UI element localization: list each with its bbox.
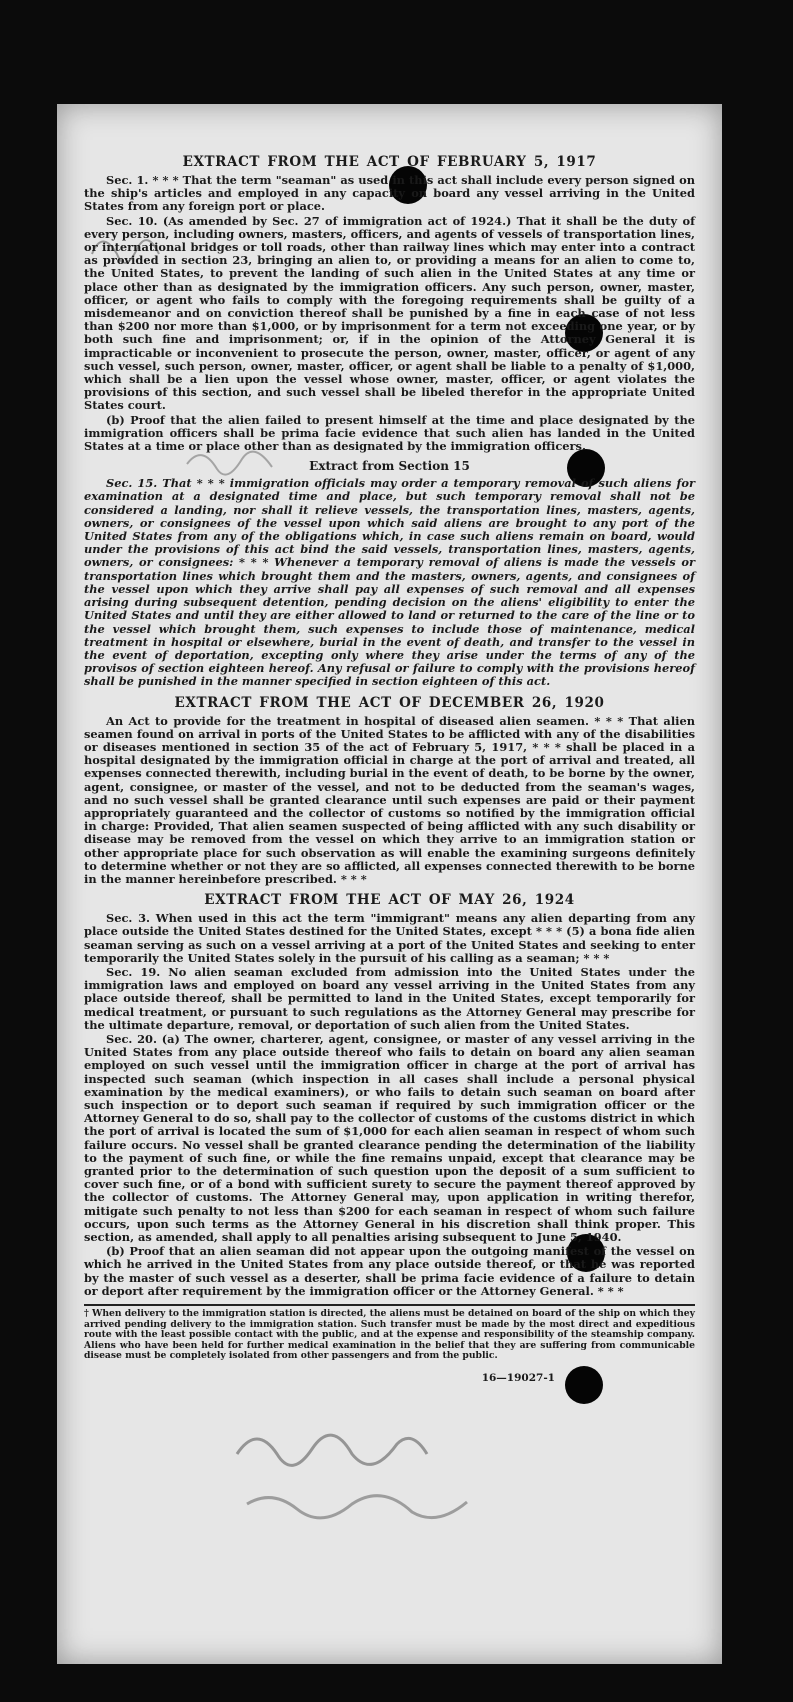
paragraph: Sec. 10. (As amended by Sec. 27 of immigration act of 1924.) That it shall be the duty of every person, including owners, masters, officers, and agents of vessels of transportation lines, or international bridges or toll roads, other than railway lines which may enter into a contract as provided in section 23, bringing an alien to, or providing a means for an alien to come to, the United States, to prevent the landing of such alien in the United States at any time or place other than as designated by the immigration officers. Any such person, owner, master, officer, or agent who fails to comply with the foregoing requirements shall be guilty of a misdemeanor and on conviction thereof shall be punished by a fine in each case of not less than $200 nor more than $1,000, or by imprisonment for a term not exceeding one year, or by both such fine and imprisonment; or, if in the opinion of the Attorney General it is impracticable or inconvenient to prosecute the person, owner, master, officer, or agent of any such vessel, such person, owner, master, officer, or agent shall be liable to a penalty of $1,000, which shall be a lien upon the vessel whose owner, master, officer, or agent violates the provisions of this section, and such vessel shall be libeled therefor in the appropriate United States court.: [84, 213, 695, 413]
paragraph: Sec. 20. (a) The owner, charterer, agent, consignee, or master of any vessel arriving in the United States from any place outside thereof who fails to detain on board any alien seaman employed on such vessel until the immigration officer in charge at the port of arrival has inspected such seaman (which inspection in all cases shall include a personal physical examination by the medical examiners), or who fails to detain such seaman on board after such inspection or to deport such seaman if required by such immigration officer or the Attorney General to do so, shall pay to the collector of customs of the customs district in which the port of arrival is located the sum of $1,000 for each alien seaman in respect of whom such failure occurs. No vessel shall be granted clearance pending the determination of the liability to the payment of such fine, or while the fine remains unpaid, except that clearance may be granted prior to the determination of such question upon the deposit of a sum sufficient to cover such fine, or of a bond with sufficient surety to secure the payment thereof approved by the collector of customs. The Attorney General may, upon application in writing therefor, mitigate such penalty to not less than $200 for each seaman in respect of whom such failure occurs, upon such terms as the Attorney General in his discretion shall think proper. This section, as amended, shall apply to all penalties arising subsequent to June 5, 1940.: [84, 1031, 695, 1245]
section-heading: EXTRACT FROM THE ACT OF FEBRUARY 5, 1917: [182, 154, 597, 170]
footnote: † When delivery to the immigration station is directed, the aliens must be detained on board of the ship on which they arrived pending delivery to the immigration station. Such transfer must be made by the most direct and expeditious route with the least possible contact with the public, and at the expense and responsibility of the steamship company. Aliens who have been held for further medical examination in the belief that they are suffering from communicable disease must be completely isolated from other passengers and from the public.: [84, 1304, 695, 1362]
paragraph: Sec. 19. No alien seaman excluded from admission into the United States under the immigration laws and employed on board any vessel arriving in the United States from any place outside thereof, shall be permitted to land in the United States, except temporarily for medical treatment, or pursuant to such regulations as the Attorney General may prescribe for the ultimate departure, removal, or deportation of such alien from the United States.: [84, 964, 695, 1032]
section-heading: Extract from Section 15: [309, 459, 470, 474]
section-heading: EXTRACT FROM THE ACT OF MAY 26, 1924: [204, 892, 575, 909]
paragraph: Sec. 3. When used in this act the term "immigrant" means any alien departing from any place outside the United States destined for the United States, except * * * (5) a bona fide alien seaman serving as such on a vessel arriving at a port of the United States and seeking to enter temporarily the United States solely in the pursuit of his calling as a seaman; * * *: [84, 911, 695, 965]
paragraph: Sec. 15. That * * * immigration officials may order a temporary removal of such aliens for examination at a designated time and place, but such temporary removal shall not be considered a landing, nor shall it relieve vessels, the transportation lines, masters, agents, owners, or consignees of the vessel upon which said aliens are brought to any port of the United States from any of the obligations which, in case such aliens remain on board, would under the provisions of this act bind the said vessels, transportation lines, masters, agents, owners, or consignees: * * * Whenever a temporary removal of aliens is made the vessels or transportation lines which brought them and the masters, owners, agents, and consignees of the vessel upon which they arrive shall pay all expenses of such removal and all expenses arising during subsequent detention, pending decision on the aliens' eligibility to enter the United States and until they are either allowed to land or returned to the care of the line or to the vessel which brought them, such expenses to include those of maintenance, medical treatment in hospital or elsewhere, burial in the event of death, and transfer to the vessel in the event of deportation, excepting only where they arise under the terms of any of the provisos of section eighteen hereof. Any refusal or failure to comply with the provisions hereof shall be punished in the manner specified in section eighteen of this act.: [84, 476, 695, 689]
section-heading: EXTRACT FROM THE ACT OF DECEMBER 26, 1920: [174, 694, 605, 711]
form-number: 16—19027-1: [481, 1372, 555, 1385]
paragraph: An Act to provide for the treatment in hospital of diseased alien seamen. * * * That alien seamen found on arrival in ports of the United States to be afflicted with any of the disabilities or diseases mentioned in section 35 of the act of February 5, 1917, * * * shall be placed in a hospital designated by the immigration official in charge at the port of arrival and treated, all expenses connected therewith, including burial in the event of death, to be borne by the owner, agent, consignee, or master of the vessel, and not to be deducted from the seaman's wages, and no such vessel shall be granted clearance until such expenses are paid or their payment appropriately guaranteed and the collector of customs so notified by the immigration official in charge: Provided, That alien seamen suspected of being afflicted with any such disability or disease may be removed from the vessel on which they arrive to an immigration station or other appropriate place for such observation as will enable the examining surgeons definitely to determine whether or not they are so afflicted, all expenses connected therewith to be borne in the manner hereinbefore prescribed. * * *: [84, 713, 695, 886]
paragraph: Sec. 1. * * * That the term "seaman" as used in this act shall include every person signed on the ship's articles and employed in any capacity on board any vessel arriving in the United States from any foreign port or place.: [84, 173, 695, 214]
paragraph: (b) Proof that an alien seaman did not appear upon the outgoing manifest of the vessel on which he arrived in the United States from any place outside thereof, or that he was reported by the master of such vessel as a deserter, shall be prima facie evidence of a failure to detain or deport after requirement by the immigration officer or the Attorney General. * * *: [84, 1244, 695, 1298]
document-content: [84, 148, 695, 1384]
document-page: [57, 104, 722, 1664]
paragraph: (b) Proof that the alien failed to present himself at the time and place designated by the immigration officers shall be prima facie evidence that such alien has landed in the United States at a time or place other than as designated by the immigration officers.: [84, 412, 695, 454]
